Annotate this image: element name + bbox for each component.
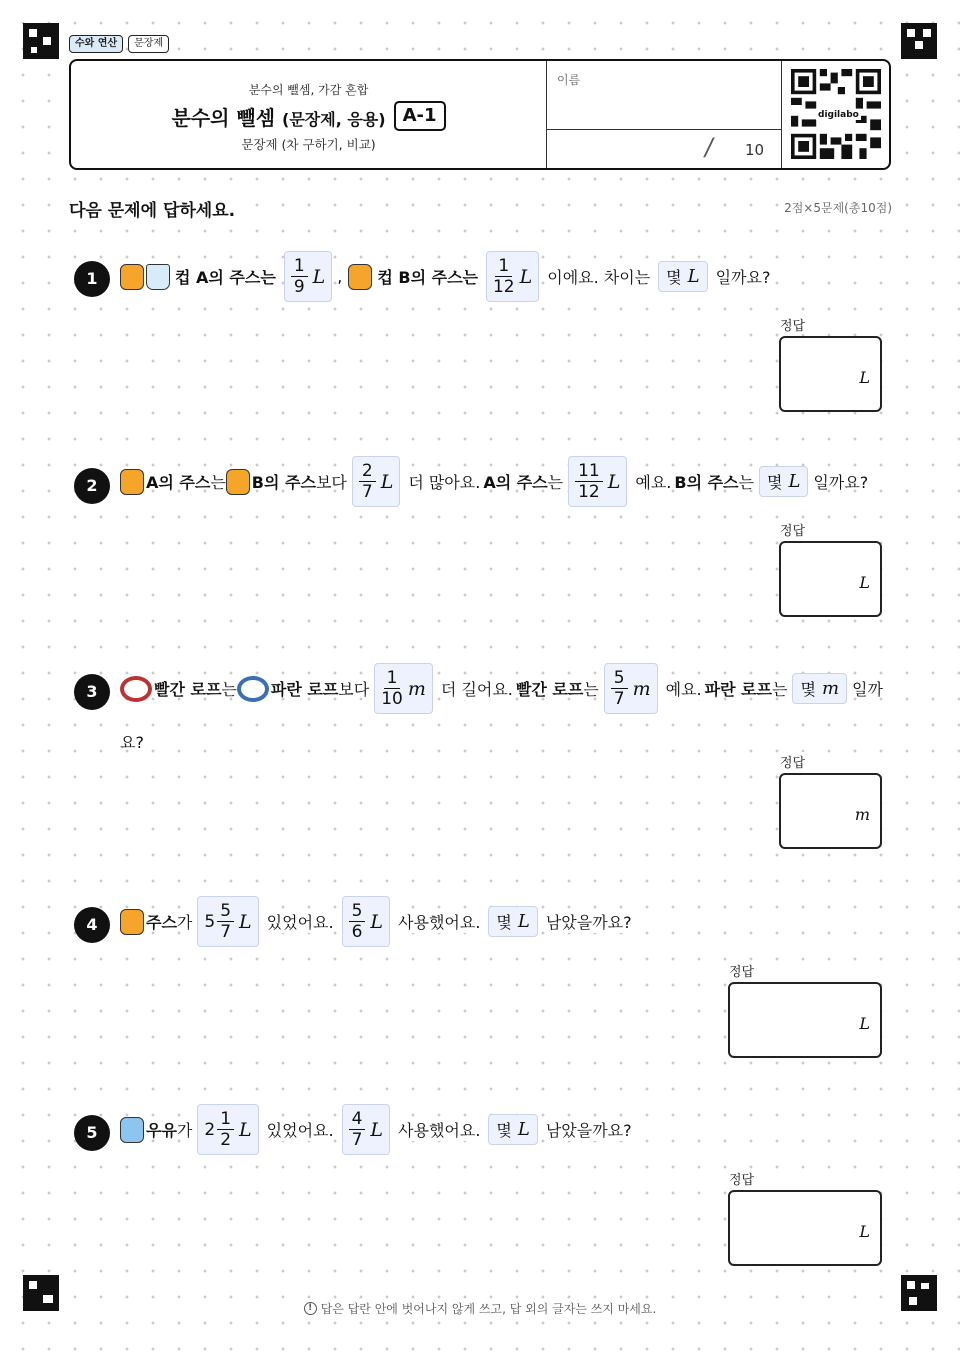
answer-label: 정답: [780, 752, 805, 771]
answer-box[interactable]: L: [728, 982, 882, 1058]
how-many-box: 몇 L: [658, 261, 707, 292]
fraction: 1 9 L: [284, 251, 332, 302]
fraction: 2 7 L: [352, 456, 400, 507]
mixed-number: 2 1 2 L: [197, 1104, 258, 1155]
cup-icon: [146, 264, 170, 290]
juice-icon: [120, 469, 144, 495]
instruction-text: 다음 문제에 답하세요.: [69, 196, 235, 221]
answer-box[interactable]: m: [779, 773, 882, 849]
question-number: 5: [74, 1115, 110, 1151]
juice-icon: [348, 264, 372, 290]
score-slash: /: [702, 133, 716, 161]
fraction: 1 12 L: [486, 251, 539, 302]
worksheet-header: [69, 59, 891, 170]
header-subtitle: 분수의 뺄셈, 가감 혼합: [248, 83, 369, 97]
footer-text: 답은 답란 안에 벗어나지 않게 쓰고, 답 외의 글자는 쓰지 마세요.: [320, 1302, 657, 1316]
how-many-box: 몇 L: [488, 906, 537, 937]
juice-icon: [120, 909, 144, 935]
worksheet-code: A-1: [394, 101, 446, 131]
how-many-box: 몇 L: [759, 466, 808, 497]
corner-marker-top-left: [23, 23, 59, 59]
corner-marker-top-right: [901, 23, 937, 59]
answer-label: 정답: [729, 1169, 754, 1188]
fraction: 1 10 m: [374, 663, 433, 714]
question-number: 1: [74, 261, 110, 297]
header-description: 문장제 (차 구하기, 비교): [241, 137, 376, 152]
title-paren: (문장제, 응용): [282, 109, 386, 129]
juice-icon: [120, 264, 144, 290]
type-tag: 문장제: [128, 35, 169, 53]
name-score-area: [546, 61, 782, 168]
answer-box[interactable]: L: [779, 541, 882, 617]
question-3-continuation: 요?: [120, 733, 144, 752]
score-info: 2점×5문제(총10점): [784, 201, 892, 215]
answer-label: 정답: [780, 520, 805, 539]
qr-caption: digilabo: [818, 110, 859, 120]
title-text: 분수의 뺄셈: [171, 105, 276, 130]
answer-label: 정답: [729, 961, 754, 980]
subject-tag: 수와 연산: [69, 35, 123, 53]
fraction: 4 7 L: [342, 1104, 390, 1155]
how-many-box: 몇 m: [792, 673, 847, 704]
answer-box[interactable]: L: [728, 1190, 882, 1266]
juice-icon: [226, 469, 250, 495]
question-2-text: A의 주스 는 B의 주스 보다 2 7 L 더 많아요. A의 주스 는 11 12 L 예요. B의 주스 는 몇 L 일까요?: [120, 456, 868, 507]
info-icon: !: [304, 1302, 317, 1315]
question-3-text: 빨간 로프 는 파란 로프 보다 1 10 m 더 길어요. 빨간 로프 는 5 7 m 예요. 파란 로프 는 몇 m 일까: [120, 663, 883, 714]
footer-note: [0, 1299, 960, 1317]
question-number: 2: [74, 468, 110, 504]
name-label: 이름: [557, 73, 581, 87]
how-many-box: 몇 L: [488, 1114, 537, 1145]
score-total: 10: [745, 141, 765, 159]
answer-box[interactable]: L: [779, 336, 882, 412]
question-number: 4: [74, 907, 110, 943]
category-tags: [69, 35, 169, 53]
question-5-text: 우유 가 2 1 2 L 있었어요. 4 7 L 사용했어요. 몇 L 남았을까요?: [120, 1104, 635, 1155]
answer-label: 정답: [780, 315, 805, 334]
question-1-text: 컵 A의 주스는 1 9 L , 컵 B의 주스는 1 12 L 이에요. 차이는 몇 L 일까요?: [120, 251, 773, 302]
fraction: 5 7 m: [604, 663, 658, 714]
milk-carton-icon: [120, 1117, 144, 1143]
mixed-number: 5 5 7 L: [197, 896, 258, 947]
fraction: 5 6 L: [342, 896, 390, 947]
page-title: [71, 101, 546, 131]
question-number: 3: [74, 674, 110, 710]
fraction: 11 12 L: [568, 456, 627, 507]
red-rope-icon: [120, 676, 152, 702]
blue-rope-icon: [237, 676, 269, 702]
question-4-text: 주스 가 5 5 7 L 있었어요. 5 6 L 사용했어요. 몇 L 남았을까요?: [120, 896, 635, 947]
